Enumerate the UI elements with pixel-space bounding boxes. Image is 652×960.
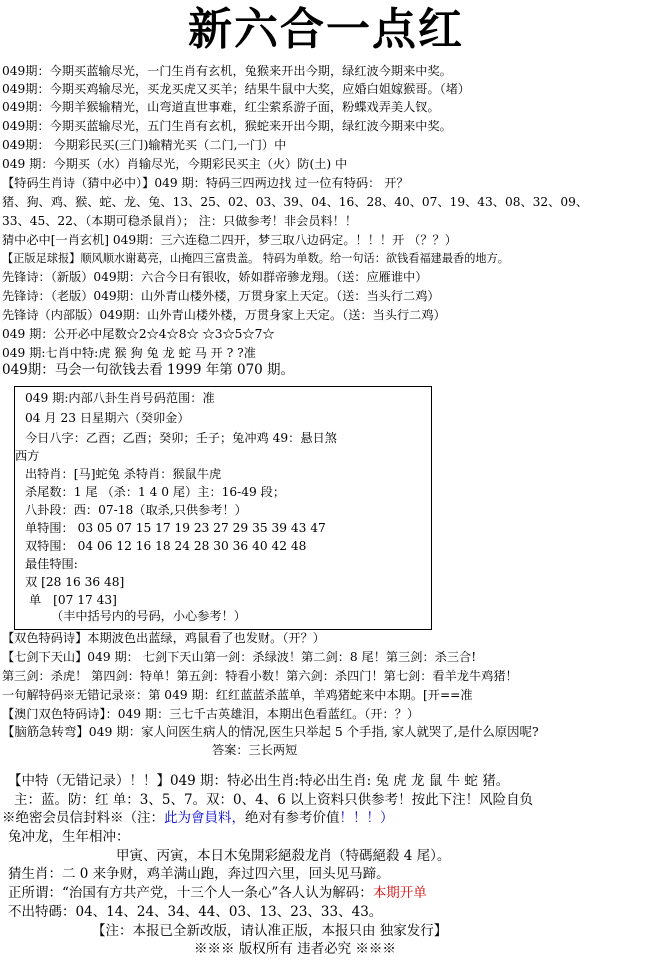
line-13: 先锋诗（内部版）049期：山外青山楼外楼，万贯身家上天定。（送：当头行二鸡） xyxy=(2,308,446,322)
box-header: 049 期:内部八卦生肖号码范围：准 xyxy=(25,391,215,405)
box-bazi: 今日八字：乙酉；乙酉；癸卯；壬子；兔冲鸡 49：悬日煞 xyxy=(25,431,337,445)
line-caisheng: 猜生肖：二 0 来争财，鸡羊满山跑，奔过四六里，回头见马蹄。 xyxy=(8,866,390,882)
line-yiju: 一句解特码※无错记录※：第 049 期：红红蓝蓝杀蓝单，羊鸡猪蛇来中本期。[开==准 xyxy=(2,688,473,702)
box-bazi-cont: 西方 xyxy=(15,449,40,463)
line-16: 049期：马会一句欲钱去看 1999 年第 070 期。 xyxy=(2,362,295,378)
bagua-box xyxy=(14,386,432,630)
line-mimi xyxy=(2,809,394,827)
line-8: 33、45、22、（本期可稳杀鼠肖）； 注：只做参考！非会员料！！ xyxy=(2,214,358,228)
line-qijian-2: 第三剑：杀虎！ 第四剑：特单！第五剑：特看小数！第六剑：杀四门！第七剑：看羊龙牛鸡猪！ xyxy=(2,669,518,683)
box-bagua: 八卦段：西：07-18（取杀,只供参考！） xyxy=(25,503,247,517)
line-2: 049期：今期羊猴输精光，山弯道直世事难，红尘萦系游子面，粉蝶戏弄美人钗。 xyxy=(2,100,440,114)
page-title: 新六合一点红 xyxy=(188,4,464,55)
line-naojin: 【脑筋急转弯】049 期：家人问医生病人的情况,医生只举起 5 个手指, 家人就哭了,是什么原因呢? xyxy=(2,724,539,739)
line-zhu: 主：蓝。防：红 单：3、5、7。双：0、4、6 以上资料只供参考！按此下注！风险自负 xyxy=(14,792,534,808)
line-4: 049期： 今期彩民买(三门)输精光买（二门,一门）中 xyxy=(2,138,287,152)
box-sha-wei: 杀尾数：1 尾 （杀：1 4 0 尾）主：16-49 段； xyxy=(25,485,286,499)
line-10: 【正版足球报】顺风顺水谢葛亮，山掩四三富贵盖。 特码为单数。给一句话：欲钱看福建最香的地方。 xyxy=(2,252,509,265)
line-copyright: ※※※ 版权所有 违者必究 ※※※ xyxy=(194,941,396,957)
line-answer: 答案：三长两短 xyxy=(212,743,298,757)
mimi-value: 绝对有参考价值 xyxy=(245,810,340,826)
line-0: 049期：今期买蓝输尽光，一门生肖有玄机，兔猴来开出今期，绿红波今期来中奖。 xyxy=(2,64,452,78)
mimi-suffix: ！！！） xyxy=(339,810,394,826)
zhengsuo-text: 正所谓：“治国有方共产党，十三个人一条心”各人认为解码： xyxy=(8,885,373,901)
line-9: 猜中必中[一肖玄机] 049期：三六连稳二四开，梦三取八边码定。！！！开 （？？） xyxy=(2,233,457,247)
mimi-prefix: ※绝密会员信封料※（注： xyxy=(2,810,164,826)
mimi-member: 此为會員料， xyxy=(164,810,245,826)
shuang-label: 双 xyxy=(25,575,38,589)
line-6: 【特码生肖诗（猜中必中）】049 期：特码三四两边找 过一位有特码： 开？ xyxy=(2,176,409,190)
box-date: 04 月 23 日星期六（癸卯金） xyxy=(25,411,190,425)
shuang-nums: [28 16 36 48] xyxy=(41,575,125,589)
line-jiayin: 甲寅、丙寅，本日木兔開彩絕殺龙肖（特碼絕殺 4 尾）。 xyxy=(116,848,451,864)
line-7: 猪、狗、鸡、猴、蛇、龙、兔、13、25、02、03、39、04、16、28、40、07、19、43、08、32、09、 xyxy=(2,195,589,209)
line-shuangse: 【双色特码诗】本期波色出蓝绿，鸡鼠看了也发财。（开？） xyxy=(2,631,325,645)
dan-nums: [07 17 43] xyxy=(53,593,117,607)
box-best: 最佳特围: xyxy=(25,557,78,571)
line-notice: 【注：本报已全新改版，请认准正版，本报只由 独家发行】 xyxy=(92,923,448,939)
box-shuang-row xyxy=(25,573,124,591)
zhengsuo-highlight: 本期开单 xyxy=(372,885,427,901)
line-buchu: 不出特碼：04、14、24、34、44、03、13、23、33、43。 xyxy=(8,904,383,920)
box-chu-te: 出特肖：[马]蛇兔 杀特肖：猴鼠牛虎 xyxy=(25,467,222,481)
line-14: 049 期：公开必中尾数☆2☆4☆8☆ ☆3☆5☆7☆ xyxy=(2,327,275,341)
line-1: 049期：今期买鸡输尽光，买龙买虎又买羊；结果牛鼠中大奖，应婚白姐嫁猴哥。（堵） xyxy=(2,82,471,96)
box-shuang-te: 双特围： 04 06 12 16 18 24 28 30 36 40 42 48 xyxy=(25,539,307,553)
line-tuchong: 兔冲龙，生年相冲： xyxy=(8,829,130,845)
box-note: （丰中括号内的号码，小心参考！） xyxy=(51,609,246,623)
line-3: 049期：今期买蓝输尽光，五门生肖有玄机，猴蛇来开出今期，绿红波今期来中奖。 xyxy=(2,119,452,133)
line-aomen: 【澳门双色特码诗】：049 期：三七千古英雄泪，本期出色看蓝红。（开：？） xyxy=(2,707,420,721)
line-5: 049 期：今期买（水）肖输尽光，今期彩民买主（火）防(土) 中 xyxy=(2,157,348,171)
line-15: 049 期:七肖中特:虎 猴 狗 兔 龙 蛇 马 开 ? ?准 xyxy=(2,346,256,360)
box-dan-te: 单特围： 03 05 07 15 17 19 23 27 29 35 39 43 47 xyxy=(25,521,326,535)
line-zhongte: 【中特（无错记录）！！】049 期：特必出生肖:特必出生肖: 兔 虎 龙 鼠 牛 蛇 猪。 xyxy=(8,773,510,789)
line-qijian-1: 【七剑下天山】049 期： 七剑下天山第一剑：杀绿波！第二剑：8 尾！第三剑：杀三合! xyxy=(2,650,477,664)
dan-label: 单 xyxy=(29,593,42,607)
line-11: 先锋诗：（新版）049期：六合今日有银收，娇如群帝骖龙翔。（送：应雁谁中） xyxy=(2,270,428,284)
line-zhengsuo xyxy=(8,884,427,902)
line-12: 先锋诗：（老版）049期：山外青山楼外楼，万贯身家上天定。（送：当头行二鸡） xyxy=(2,289,440,303)
